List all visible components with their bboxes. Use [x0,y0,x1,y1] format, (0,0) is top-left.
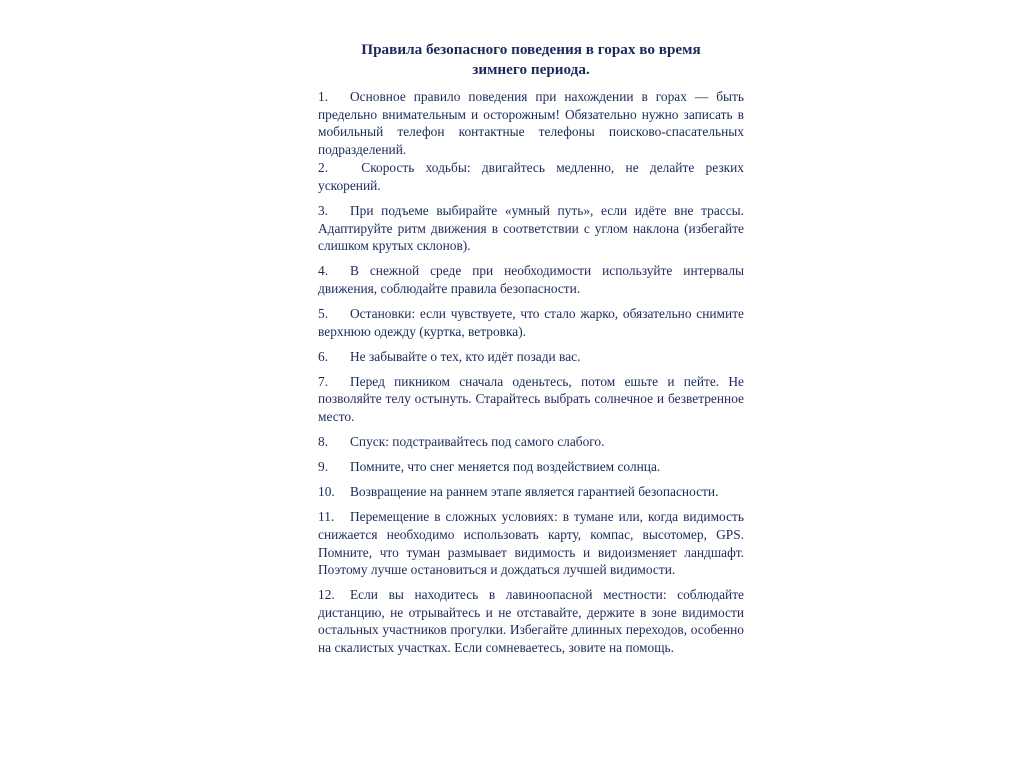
rule-number: 12. [318,587,335,603]
rule-text: Спуск: подстраивайтесь под самого слабого. [350,434,605,450]
rule-text: Не забывайте о тех, кто идёт позади вас. [350,348,581,364]
rule-text: Перед пикником сначала оденьтесь, потом ешьте и пейте. Не позволяйте телу остынуть. Старайтесь выбрать солнечное и безветренное место. [318,373,744,424]
rule-number: 3. [318,203,329,219]
rule-number: 2. [318,160,329,176]
rule-number: 4. [318,263,329,279]
rule-item-2 [318,159,744,194]
title-line-2: зимнего периода. [472,61,590,78]
rule-item-8 [318,433,744,451]
rule-text: Если вы находитесь в лавиноопасной местности: соблюдайте дистанцию, не отрывайтесь и не отставайте, держите в зоне видимости остальных участников прогулки. Избегайте длинных переходов, особенно на скалистых участках. Если сомневаетесь, зовите на помощь. [318,587,744,656]
rule-text: Основное правило поведения при нахождении в горах — быть предельно внимательным и осторожным! Обязательно нужно записать в мобильный телефон контактные телефоны поисково-спасательных подразделений. [318,89,744,157]
rule-item-3 [318,202,744,255]
rule-text: Остановки: если чувствуете, что стало жарко, обязательно снимите верхнюю одежду (куртка, ветровка). [318,306,744,339]
rule-item-12 [318,586,744,656]
rule-number: 7. [318,373,329,389]
rule-item-11 [318,508,744,578]
title-line-1: Правила безопасного поведения в горах во время [361,41,701,58]
rule-item-9 [318,458,744,476]
rule-number: 1. [318,89,329,104]
rule-text: Скорость ходьбы: двигайтесь медленно, не делайте резких ускорений. [318,160,744,193]
rules-list [318,88,744,657]
rule-number: 5. [318,306,329,322]
rule-text: В снежной среде при необходимости используйте интервалы движения, соблюдайте правила безопасности. [318,263,744,296]
rule-text: Перемещение в сложных условиях: в тумане или, когда видимость снижается необходимо использовать карту, компас, высотомер, GPS. Помните, что туман размывает видимость и видоизменяет ландшафт. Поэтому лучше остановиться и дождаться лучшей видимости. [318,509,744,578]
document-body [318,40,744,664]
rule-item-7 [318,373,744,426]
rule-text: При подъеме выбирайте «умный путь», если идёте вне трассы. Адаптируйте ритм движения в соответствии с углом наклона (избегайте слишком крутых склонов). [318,203,744,254]
rule-number: 9. [318,459,329,475]
rule-number: 11. [318,509,335,525]
rule-number: 8. [318,434,329,450]
rule-item-1 [318,88,744,158]
rule-number: 10. [318,484,335,500]
rule-item-10 [318,483,744,501]
rule-item-6 [318,348,744,366]
rule-text: Возвращение на раннем этапе является гарантией безопасности. [350,484,719,500]
rule-text: Помните, что снег меняется под воздействием солнца. [350,459,661,475]
rule-item-4 [318,262,744,297]
document-title [318,40,744,80]
rule-item-5 [318,305,744,340]
rule-number: 6. [318,348,329,364]
